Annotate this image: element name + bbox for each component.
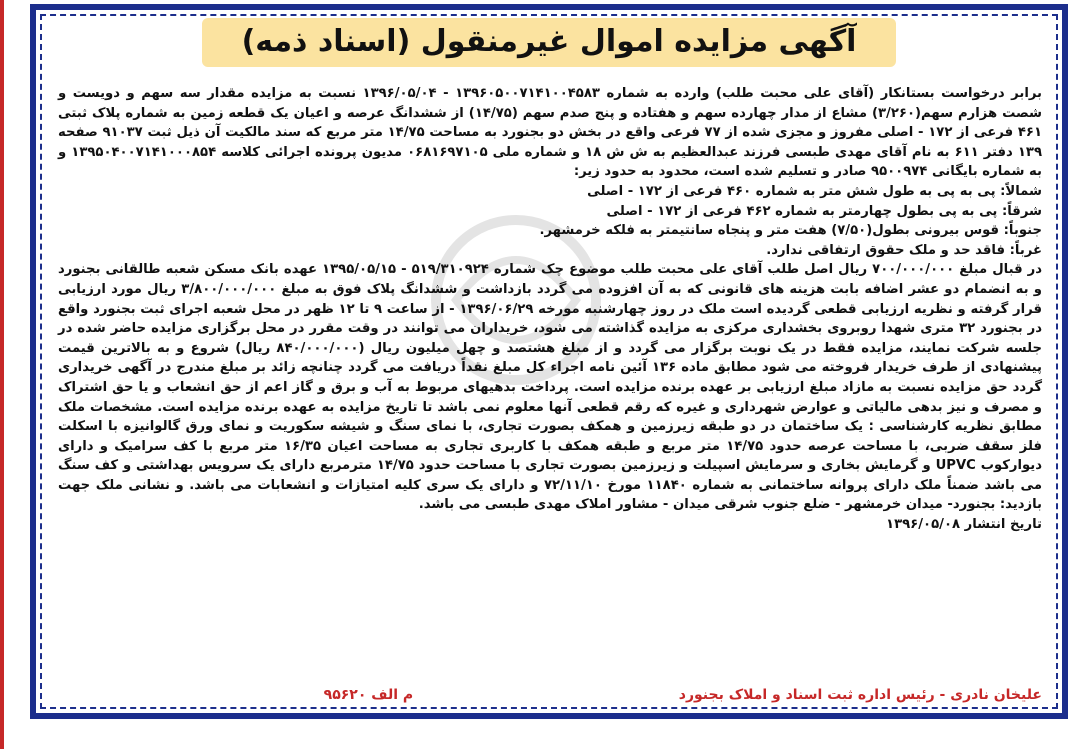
border-south: جنوباً: قوس بیرونی بطول(۷/۵۰) هفت متر و پنجاه سانتیمتر به فلکه خرمشهر. xyxy=(539,223,1042,239)
publish-date: تاریخ انتشار ۱۳۹۶/۰۵/۰۸ xyxy=(886,517,1042,533)
notice-body xyxy=(58,84,1042,535)
border-west: غرباً: فاقد حد و ملک حقوق ارتفاقی ندارد. xyxy=(766,242,1042,258)
left-edge-strip xyxy=(0,0,8,749)
reference-code: م الف ۹۵۶۲۰ xyxy=(323,687,414,703)
notice-intro: برابر درخواست بستانکار (آقای علی محبت طلب) وارده به شماره ۱۳۹۶۰۵۰۰۷۱۴۱۰۰۴۵۸۳ - ۱۳۹۶/۰۵/۰۴ نسبت به مزایده مقدار سه سهم و دویست و شصت هزارم سهم(۳/۲۶۰) مشاع از مدار چهارده سهم و هفتاده و پنج صدم سهم (۱۴/۷۵) از ششدانگ عرصه و اعیان یک قطعه زمین به شماره پلاک ثبتی ۴۶۱ فرعی از ۱۷۲ - اصلی مفروز و مجزی شده از ۷۷ فرعی واقع در بخش دو بجنورد به مساحت ۱۴/۷۵ متر مربع که سند مالکیت آن ذیل ثبت ۹۱۰۳۷ صفحه ۱۳۹ دفتر ۶۱۱ به نام آقای مهدی طبسی فرزند عبدالعظیم به ش ش ۱۸ و شماره ملی ۰۶۸۱۶۹۷۱۰۵ مدیون پرونده اجرائی کلاسه ۱۳۹۵۰۴۰۰۷۱۴۱۰۰۰۸۵۴ و به شماره بایگانی ۹۵۰۰۹۷۴ صادر و تسلیم شده است، محدود به حدود زیر: xyxy=(58,86,1043,180)
title-wrap xyxy=(36,18,1062,67)
notice-title: آگهی مزایده اموال غیرمنقول (اسناد ذمه) xyxy=(202,18,897,67)
notice-frame xyxy=(30,4,1068,719)
notice-main-text: در قبال مبلغ ۷۰۰/۰۰۰/۰۰۰ ریال اصل طلب آقای علی محبت طلب موضوع چک شماره ۵۱۹/۳۱۰۹۲۴ - ۱۳۹۵/۰۵/۱۵ عهده بانک مسکن شعبه طالقانی بجنورد و به انضمام دو عشر اضافه بابت هزینه های قانونی که به آن افزوده می گردد بازداشت و ششدانگ پلاک فوق به مبلغ ۳/۸۰۰/۰۰۰/۰۰۰ ریال مورد ارزیابی قرار گرفته و نظریه ارزیابی قطعی گردیده است ملک در روز چهارشنبه مورخه ۱۳۹۶/۰۶/۲۹ - از ساعت ۹ تا ۱۲ ظهر در محل شعبه اجرای ثبت بجنورد واقع در بجنورد ۳۲ متری شهدا روبروی بخشداری مرکزی به مزایده گذاشته می شود، خریداران می توانند در وقت مقرر در محل برگزاری مزایده حاضر شده در جلسه شرکت نمایند، مزایده فقط در یک نوبت برگزار می گردد و از مبلغ هشتصد و چهل میلیون ریال (۸۴۰/۰۰۰/۰۰۰ ریال) شروع و به بالاترین قیمت پیشنهادی از طرف خریدار فروخته می شود مطابق ماده ۱۳۶ آئین نامه اجراء کل مبلغ نقداً دریافت می گردد چنانچه زائد بر مبلغ مندرج در آگهی خریداری گردد حق مزایده نسبت به مازاد مبلغ ارزیابی بر عهده برنده مزایده است. پرداخت بدهیهای مربوط به آب و برق و گاز اعم از حق انشعاب و یا حق اشتراک و مصرف و نیز بدهی مالیاتی و عوارض شهرداری و غیره که رقم قطعی آنها معلوم نمی باشد تا تاریخ مزایده به عهده برنده مزایده است. مشخصات ملک مطابق نظریه کارشناسی : یک ساختمان در دو طبقه زیرزمین و همکف بصورت تجاری، با نمای سنگ و شیشه سکوریت و نمای ورق گالوانیزه با اسکلت فلز سقف ضربی، با مساحت عرصه حدود ۱۴/۷۵ متر مربع و طبقه همکف با کاربری تجاری به مساحت اعیان ۱۶/۳۵ متر مربع با کف سرامیک و دارای دیوارکوب UPVC و گرمایش بخاری و سرمایش اسپیلت و زیرزمین بصورت تجاری با مساحت حدود ۱۴/۷۵ مترمربع دارای یک سرویس بهداشتی و کف سنگ می باشد ضمناً ملک دارای پروانه ساختمانی به شماره ۱۱۸۴۰ مورخ ۷۲/۱۱/۱۰ و دارای یک سری کلیه امتیازات و انشعابات می باشد. و نشانی ملک جهت بازدید: بجنورد- میدان خرمشهر - ضلع جنوب شرقی میدان - مشاور املاک مهدی طبسی می باشد. xyxy=(58,262,1043,513)
notice-footer xyxy=(58,687,1042,703)
signature: علیخان نادری - رئیس اداره ثبت اسناد و املاک بجنورد xyxy=(678,687,1042,703)
border-north: شمالاً: پی به پی به طول شش متر به شماره ۴۶۰ فرعی از ۱۷۲ - اصلی xyxy=(587,183,1042,199)
border-east: شرقاً: پی به پی بطول چهارمتر به شماره ۴۶۲ فرعی از ۱۷۲ - اصلی xyxy=(606,203,1042,219)
